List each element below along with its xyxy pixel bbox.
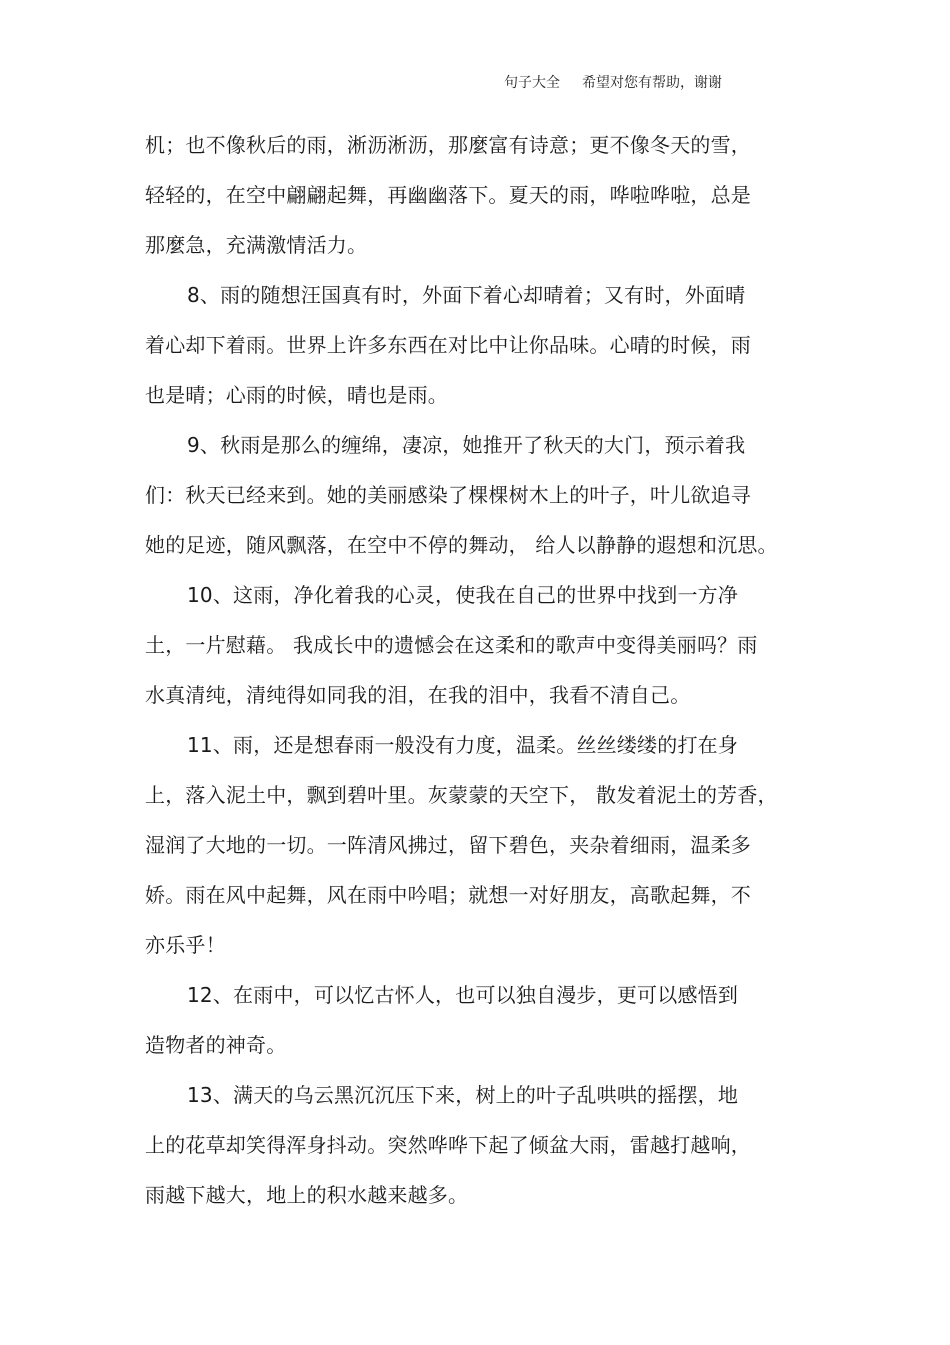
header-note: 希望对您有帮助，谢谢 xyxy=(582,75,722,91)
document-body xyxy=(145,120,805,1220)
body-line: 们：秋天已经来到。她的美丽感染了棵棵树木上的叶子，叶儿欲追寻 xyxy=(145,483,751,507)
body-line: 水真清纯，清纯得如同我的泪，在我的泪中，我看不清自己。 xyxy=(145,683,691,707)
page-header xyxy=(504,72,722,92)
paragraph-start-10: 10、这雨，净化着我的心灵，使我在自己的世界中找到一方净 xyxy=(187,583,739,607)
header-site-name: 句子大全 xyxy=(504,75,560,91)
body-line: 土，一片慰藉。 我成长中的遗憾会在这柔和的歌声中变得美丽吗？雨 xyxy=(145,633,758,657)
paragraph-start-9: 9、秋雨是那么的缠绵，凄凉，她推开了秋天的大门，预示着我 xyxy=(187,433,746,457)
paragraph-start-11: 11、雨，还是想春雨一般没有力度，温柔。丝丝缕缕的打在身 xyxy=(187,733,739,757)
body-line: 亦乐乎！ xyxy=(145,933,226,957)
body-line: 着心却下着雨。世界上许多东西在对比中让你品味。心晴的时候，雨 xyxy=(145,333,751,357)
paragraph-start-8: 8、雨的随想汪国真有时，外面下着心却晴着；又有时，外面晴 xyxy=(187,283,746,307)
body-line: 也是晴；心雨的时候，晴也是雨。 xyxy=(145,383,448,407)
body-line: 造物者的神奇。 xyxy=(145,1033,287,1057)
body-line: 雨越下越大，地上的积水越来越多。 xyxy=(145,1183,469,1207)
paragraph-start-12: 12、在雨中，可以忆古怀人，也可以独自漫步，更可以感悟到 xyxy=(187,983,739,1007)
body-line: 机；也不像秋后的雨，淅沥淅沥，那麼富有诗意；更不像冬天的雪， xyxy=(145,133,751,157)
body-line: 轻轻的，在空中翩翩起舞，再幽幽落下。夏天的雨，哗啦哗啦，总是 xyxy=(145,183,751,207)
paragraph-start-13: 13、满天的乌云黑沉沉压下来，树上的叶子乱哄哄的摇摆，地 xyxy=(187,1083,739,1107)
body-line: 上，落入泥土中，飘到碧叶里。灰蒙蒙的天空下， 散发着泥土的芳香， xyxy=(145,783,778,807)
body-line: 那麼急，充满激情活力。 xyxy=(145,233,368,257)
body-line: 她的足迹，随风飘落，在空中不停的舞动， 给人以静静的遐想和沉思。 xyxy=(145,533,778,557)
body-line: 娇。雨在风中起舞，风在雨中吟唱；就想一对好朋友，高歌起舞，不 xyxy=(145,883,751,907)
body-line: 上的花草却笑得浑身抖动。突然哗哗下起了倾盆大雨，雷越打越响， xyxy=(145,1133,751,1157)
body-line: 湿润了大地的一切。一阵清风拂过，留下碧色，夹杂着细雨，温柔多 xyxy=(145,833,751,857)
